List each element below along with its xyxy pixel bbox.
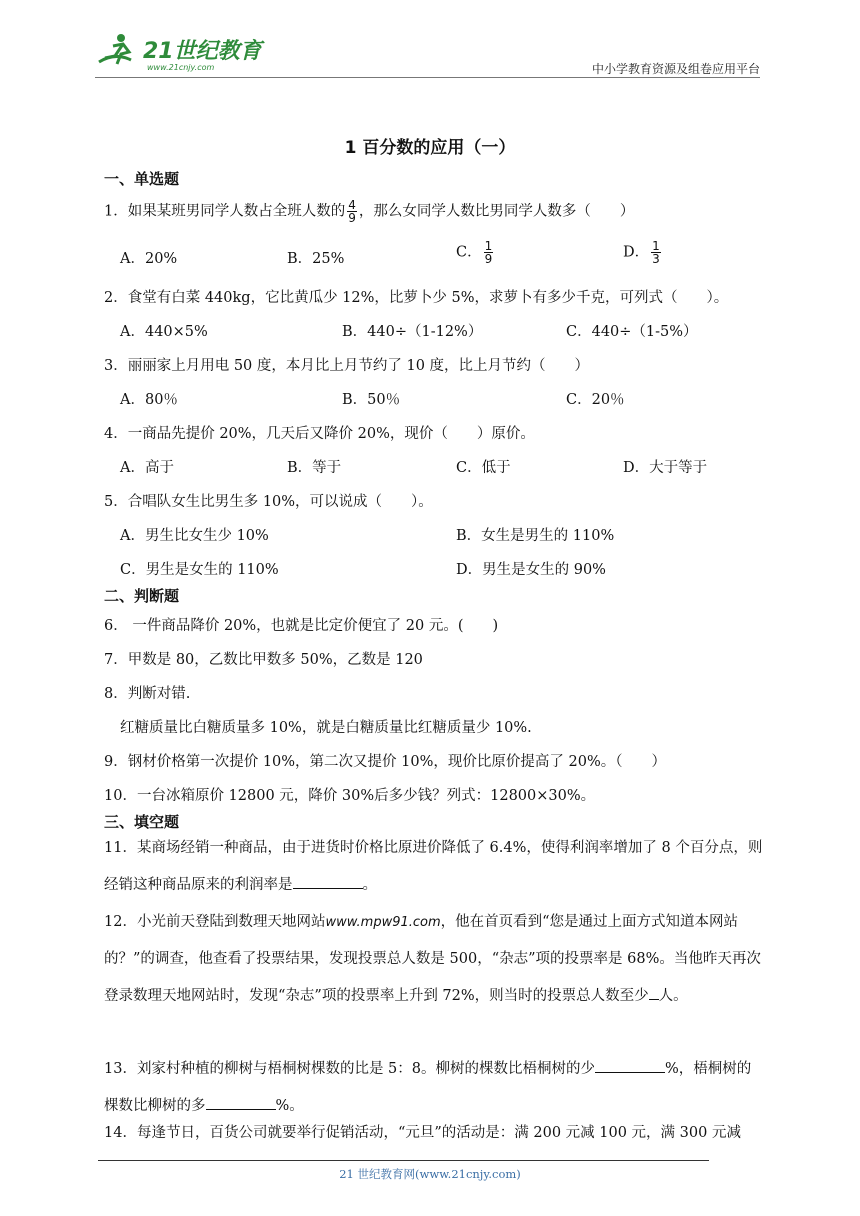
q1-option-a[interactable]: A．20% [120, 251, 178, 267]
question-10: 10．一台冰箱原价 12800 元，降价 30%后多少钱？列式：12800×30%。 [104, 788, 596, 804]
q4-option-a[interactable]: A．高于 [120, 460, 174, 476]
question-6: 6． 一件商品降价 20%，也就是比定价便宜了 20 元。( ) [104, 618, 499, 634]
q1-option-b[interactable]: B．25% [287, 251, 345, 267]
logo-subtext: www.21cnjy.com [147, 63, 215, 72]
q5-option-a[interactable]: A．男生比女生少 10% [120, 528, 269, 544]
q2-option-b[interactable]: B．440÷（1-12%） [342, 324, 483, 340]
q4-option-c[interactable]: C．低于 [456, 460, 511, 476]
question-3: 3．丽丽家上月用电 50 度，本月比上月节约了 10 度，比上月节约（ ） [104, 358, 590, 374]
page-header [95, 28, 760, 80]
footer-divider [98, 1160, 709, 1161]
q1-option-d[interactable]: D． $\frac{1}{3}$ [623, 239, 660, 266]
answer-blank[interactable] [293, 874, 363, 889]
q4-option-d[interactable]: D．大于等于 [623, 460, 708, 476]
page-footer[interactable]: 21 世纪教育网(www.21cnjy.com) [339, 1167, 521, 1181]
answer-blank[interactable] [649, 985, 659, 1000]
question-12: 12．小光前天登陆到数理天地网站www.mpw91.com，他在首页看到“您是通过上面方式知道本网站的？”的调查，他查看了投票结果，发现投票总人数是 500，“杂志”项的投票率是 68%。当他昨天再次登录数理天地网站时，发现“杂志”项的投票率上升到 72%，则当时的投票总人数至少 人。 [104, 914, 761, 1004]
question-11: 11．某商场经销一种商品，由于进货时价格比原进价降低了 6.4%，使得利润率增加了 8 个百分点，则经销这种商品原来的利润率是 。 [104, 840, 763, 893]
answer-blank[interactable] [595, 1058, 665, 1073]
question-1-text: 1．如果某班男同学人数占全班人数的 [104, 203, 346, 220]
question-2: 2．食堂有白菜 440kg，它比黄瓜少 12%，比萝卜少 5%，求萝卜有多少千克，可列式（ ）。 [104, 290, 729, 306]
q3-option-a[interactable]: A．80％ [120, 392, 178, 408]
question-1-text-tail: ，那么女同学人数比男同学人数多（ ） [358, 203, 635, 220]
logo-text: 21世纪教育 [143, 39, 262, 64]
question-8-statement: 红糖质量比白糖质量多 10%，就是白糖质量比红糖质量少 10%. [120, 720, 532, 736]
q5-option-c[interactable]: C．男生是女生的 110% [120, 562, 279, 578]
q4-option-b[interactable]: B．等于 [287, 460, 342, 476]
q5-option-b[interactable]: B．女生是男生的 110% [456, 528, 615, 544]
q5-option-d[interactable]: D．男生是女生的 90% [456, 562, 606, 578]
section-title-single-choice: 一、单选题 [104, 170, 180, 188]
answer-blank[interactable] [206, 1095, 276, 1110]
question-14: 14．每逢节日，百货公司就要举行促销活动，“元旦”的活动是：满 200 元减 100 元，满 300 元减 [104, 1125, 741, 1141]
q1-option-c[interactable]: C． $\frac{1}{9}$ [456, 239, 493, 266]
q3-option-b[interactable]: B．50％ [342, 392, 401, 408]
fraction: $\frac{4}{9}$ [348, 198, 356, 225]
header-divider [95, 77, 760, 78]
question-4: 4．一商品先提价 20%，几天后又降价 20%，现价（ ）原价。 [104, 426, 535, 442]
site-name: 中小学教育资源及组卷应用平台 [591, 62, 760, 76]
question-9: 9．钢材价格第一次提价 10%，第二次又提价 10%，现价比原价提高了 20%。（ ） [104, 754, 666, 770]
website-url[interactable]: www.mpw91.com [325, 915, 441, 930]
question-1 [104, 199, 634, 224]
q2-option-c[interactable]: C．440÷（1-5%） [566, 324, 698, 340]
question-7: 7．甲数是 80，乙数比甲数多 50%，乙数是 120 [104, 652, 423, 668]
question-13: 13．刘家村种植的柳树与梧桐树棵数的比是 5：8。柳树的棵数比梧桐树的少 %，梧桐树的棵数比柳树的多 %。 [104, 1051, 764, 1125]
q3-option-c[interactable]: C．20％ [566, 392, 625, 408]
question-5: 5．合唱队女生比男生多 10%，可以说成（ ）。 [104, 494, 433, 510]
page-title: 1 百分数的应用（一） [344, 138, 516, 158]
logo-icon [95, 32, 265, 72]
section-title-fill-blank: 三、填空题 [104, 813, 180, 831]
q2-option-a[interactable]: A．440×5% [120, 324, 208, 340]
question-8: 8．判断对错. [104, 686, 191, 702]
section-title-true-false: 二、判断题 [104, 587, 180, 605]
